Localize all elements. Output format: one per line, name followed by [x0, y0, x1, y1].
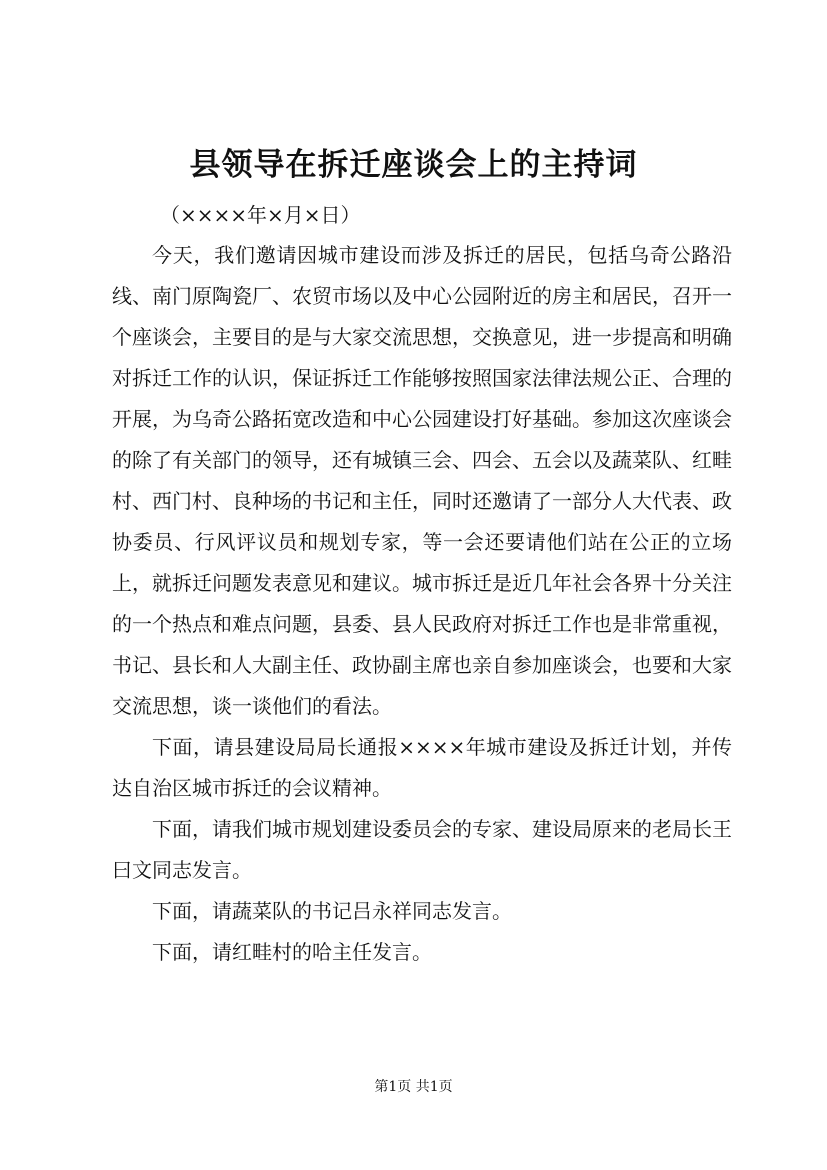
paragraph-planning-expert: 下面，请我们城市规划建设委员会的专家、建设局原来的老局长王曰文同志发言。	[112, 817, 732, 882]
paragraph-vegetable-team: 下面，请蔬菜队的书记吕永祥同志发言。	[152, 899, 512, 923]
page-footer: 第1页 共1页	[374, 1079, 453, 1095]
paragraph-hongqi-village: 下面，请红畦村的哈主任发言。	[152, 940, 432, 964]
document-title: 县领导在拆迁座谈会上的主持词	[189, 147, 638, 183]
date-line: （××××年×月×日）	[160, 203, 361, 227]
paragraph-opening: 今天，我们邀请因城市建设而涉及拆迁的居民，包括乌奇公路沿线、南门原陶瓷厂、农贸市场以及中心公园附近的房主和居民，召开一个座谈会，主要目的是与大家交流思想，交换意见，进一步提高和明确对拆迁工作的认识，保证拆迁工作能够按照国家法律法规公正、合理的开展，为乌奇公路拓宽改造和中心公园建设打好基础。参加这次座谈会的除了有关部门的领导，还有城镇三会、四会、五会以及蔬菜队、红畦村、西门村、良种场的书记和主任，同时还邀请了一部分人大代表、政协委员、行风评议员和规划专家，等一会还要请他们站在公正的立场上，就拆迁问题发表意见和建议。城市拆迁是近几年社会各界十分关注的一个热点和难点问题，县委、县人民政府对拆迁工作也是非常重视，书记、县长和人大副主任、政协副主席也亲自参加座谈会，也要和大家交流思想，谈一谈他们的看法。	[112, 243, 732, 718]
paragraph-construction-bureau: 下面，请县建设局局长通报××××年城市建设及拆迁计划，并传达自治区城市拆迁的会议精神。	[112, 735, 732, 800]
document-body	[112, 235, 732, 973]
